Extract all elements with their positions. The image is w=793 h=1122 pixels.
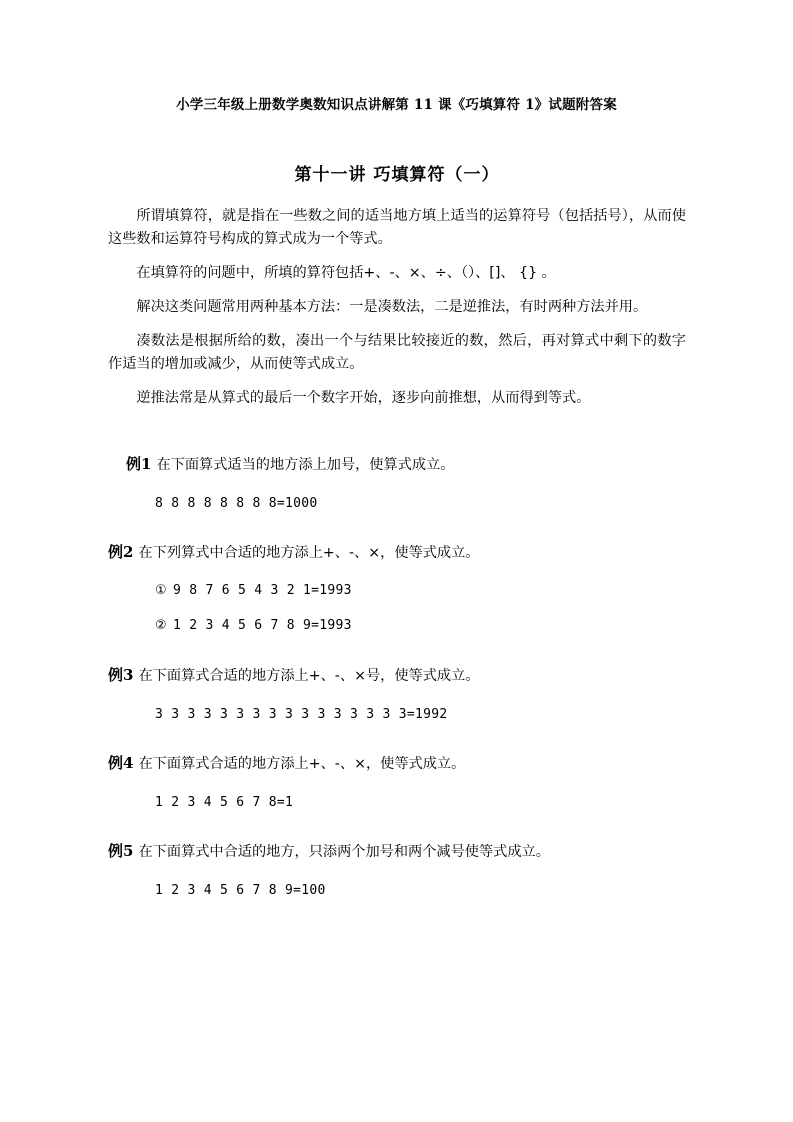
example-2-subitem-1 [108, 581, 686, 601]
example-2-subitem-1-marker: ① [155, 582, 167, 598]
example-4-prompt-line [108, 751, 686, 776]
document-body [108, 160, 686, 901]
example-4-label: 例4 [108, 754, 134, 773]
example-5-prompt-line [108, 839, 686, 864]
example-4-expression: 1 2 3 4 5 6 7 8=1 [155, 794, 294, 810]
example-2-subitem-list [108, 581, 686, 636]
example-1-prompt-line [108, 452, 686, 477]
intro-paragraph-1: 所谓填算符，就是指在一些数之间的适当地方填上适当的运算符号（包括括号），从而使这些数和运算符号构成的算式成为一个等式。 [108, 208, 686, 247]
example-block-1 [108, 452, 686, 513]
intro-paragraph-2: 在填算符的问题中，所填的算符包括+、-、×、÷、（）、[]、 {} 。 [136, 265, 556, 281]
example-5-label: 例5 [108, 842, 134, 861]
example-3-prompt-line [108, 663, 686, 688]
document-header-title: 小学三年级上册数学奥数知识点讲解第 11 课《巧填算符 1》试题附答案 [176, 97, 617, 113]
example-2-prompt-text: 在下列算式中合适的地方添上+、-、×，使等式成立。 [138, 545, 480, 562]
example-block-3 [108, 663, 686, 724]
lesson-title: 第十一讲 巧填算符（一） [294, 165, 500, 185]
example-3-label: 例3 [108, 665, 134, 684]
example-block-4 [108, 751, 686, 812]
example-1-label: 例1 [126, 455, 152, 473]
example-2-prompt-line [108, 540, 686, 565]
example-2-subitem-2 [108, 616, 686, 636]
example-2-subitem-2-expression: 1 2 3 4 5 6 7 8 9=1993 [172, 618, 352, 634]
example-2-label: 例2 [108, 543, 134, 562]
example-block-2 [108, 540, 686, 636]
example-1-expression: 8 8 8 8 8 8 8 8=1000 [155, 495, 318, 511]
example-5-prompt-text: 在下面算式中合适的地方，只添两个加号和两个减号使等式成立。 [138, 844, 550, 861]
example-block-5 [108, 839, 686, 900]
intro-paragraph-5: 逆推法常是从算式的最后一个数字开始，逐步向前推想，从而得到等式。 [136, 390, 591, 406]
example-3-expression: 3 3 3 3 3 3 3 3 3 3 3 3 3 3 3 3=1992 [155, 706, 448, 722]
intro-paragraph-4: 凑数法是根据所给的数，凑出一个与结果比较接近的数，然后，再对算式中剩下的数字作适当的增加或减少，从而使等式成立。 [108, 333, 686, 372]
example-5-expression: 1 2 3 4 5 6 7 8 9=100 [155, 883, 326, 899]
example-3-prompt-text: 在下面算式合适的地方添上+、-、×号，使等式成立。 [138, 667, 480, 684]
example-4-prompt-text: 在下面算式合适的地方添上+、-、×，使等式成立。 [138, 756, 466, 773]
intro-paragraph-3: 解决这类问题常用两种基本方法：一是凑数法，二是逆推法，有时两种方法并用。 [136, 299, 648, 315]
example-1-prompt-text: 在下面算式适当的地方添上加号，使算式成立。 [156, 457, 455, 473]
example-2-subitem-1-expression: 9 8 7 6 5 4 3 2 1=1993 [172, 582, 352, 598]
example-2-subitem-2-marker: ② [155, 618, 167, 634]
